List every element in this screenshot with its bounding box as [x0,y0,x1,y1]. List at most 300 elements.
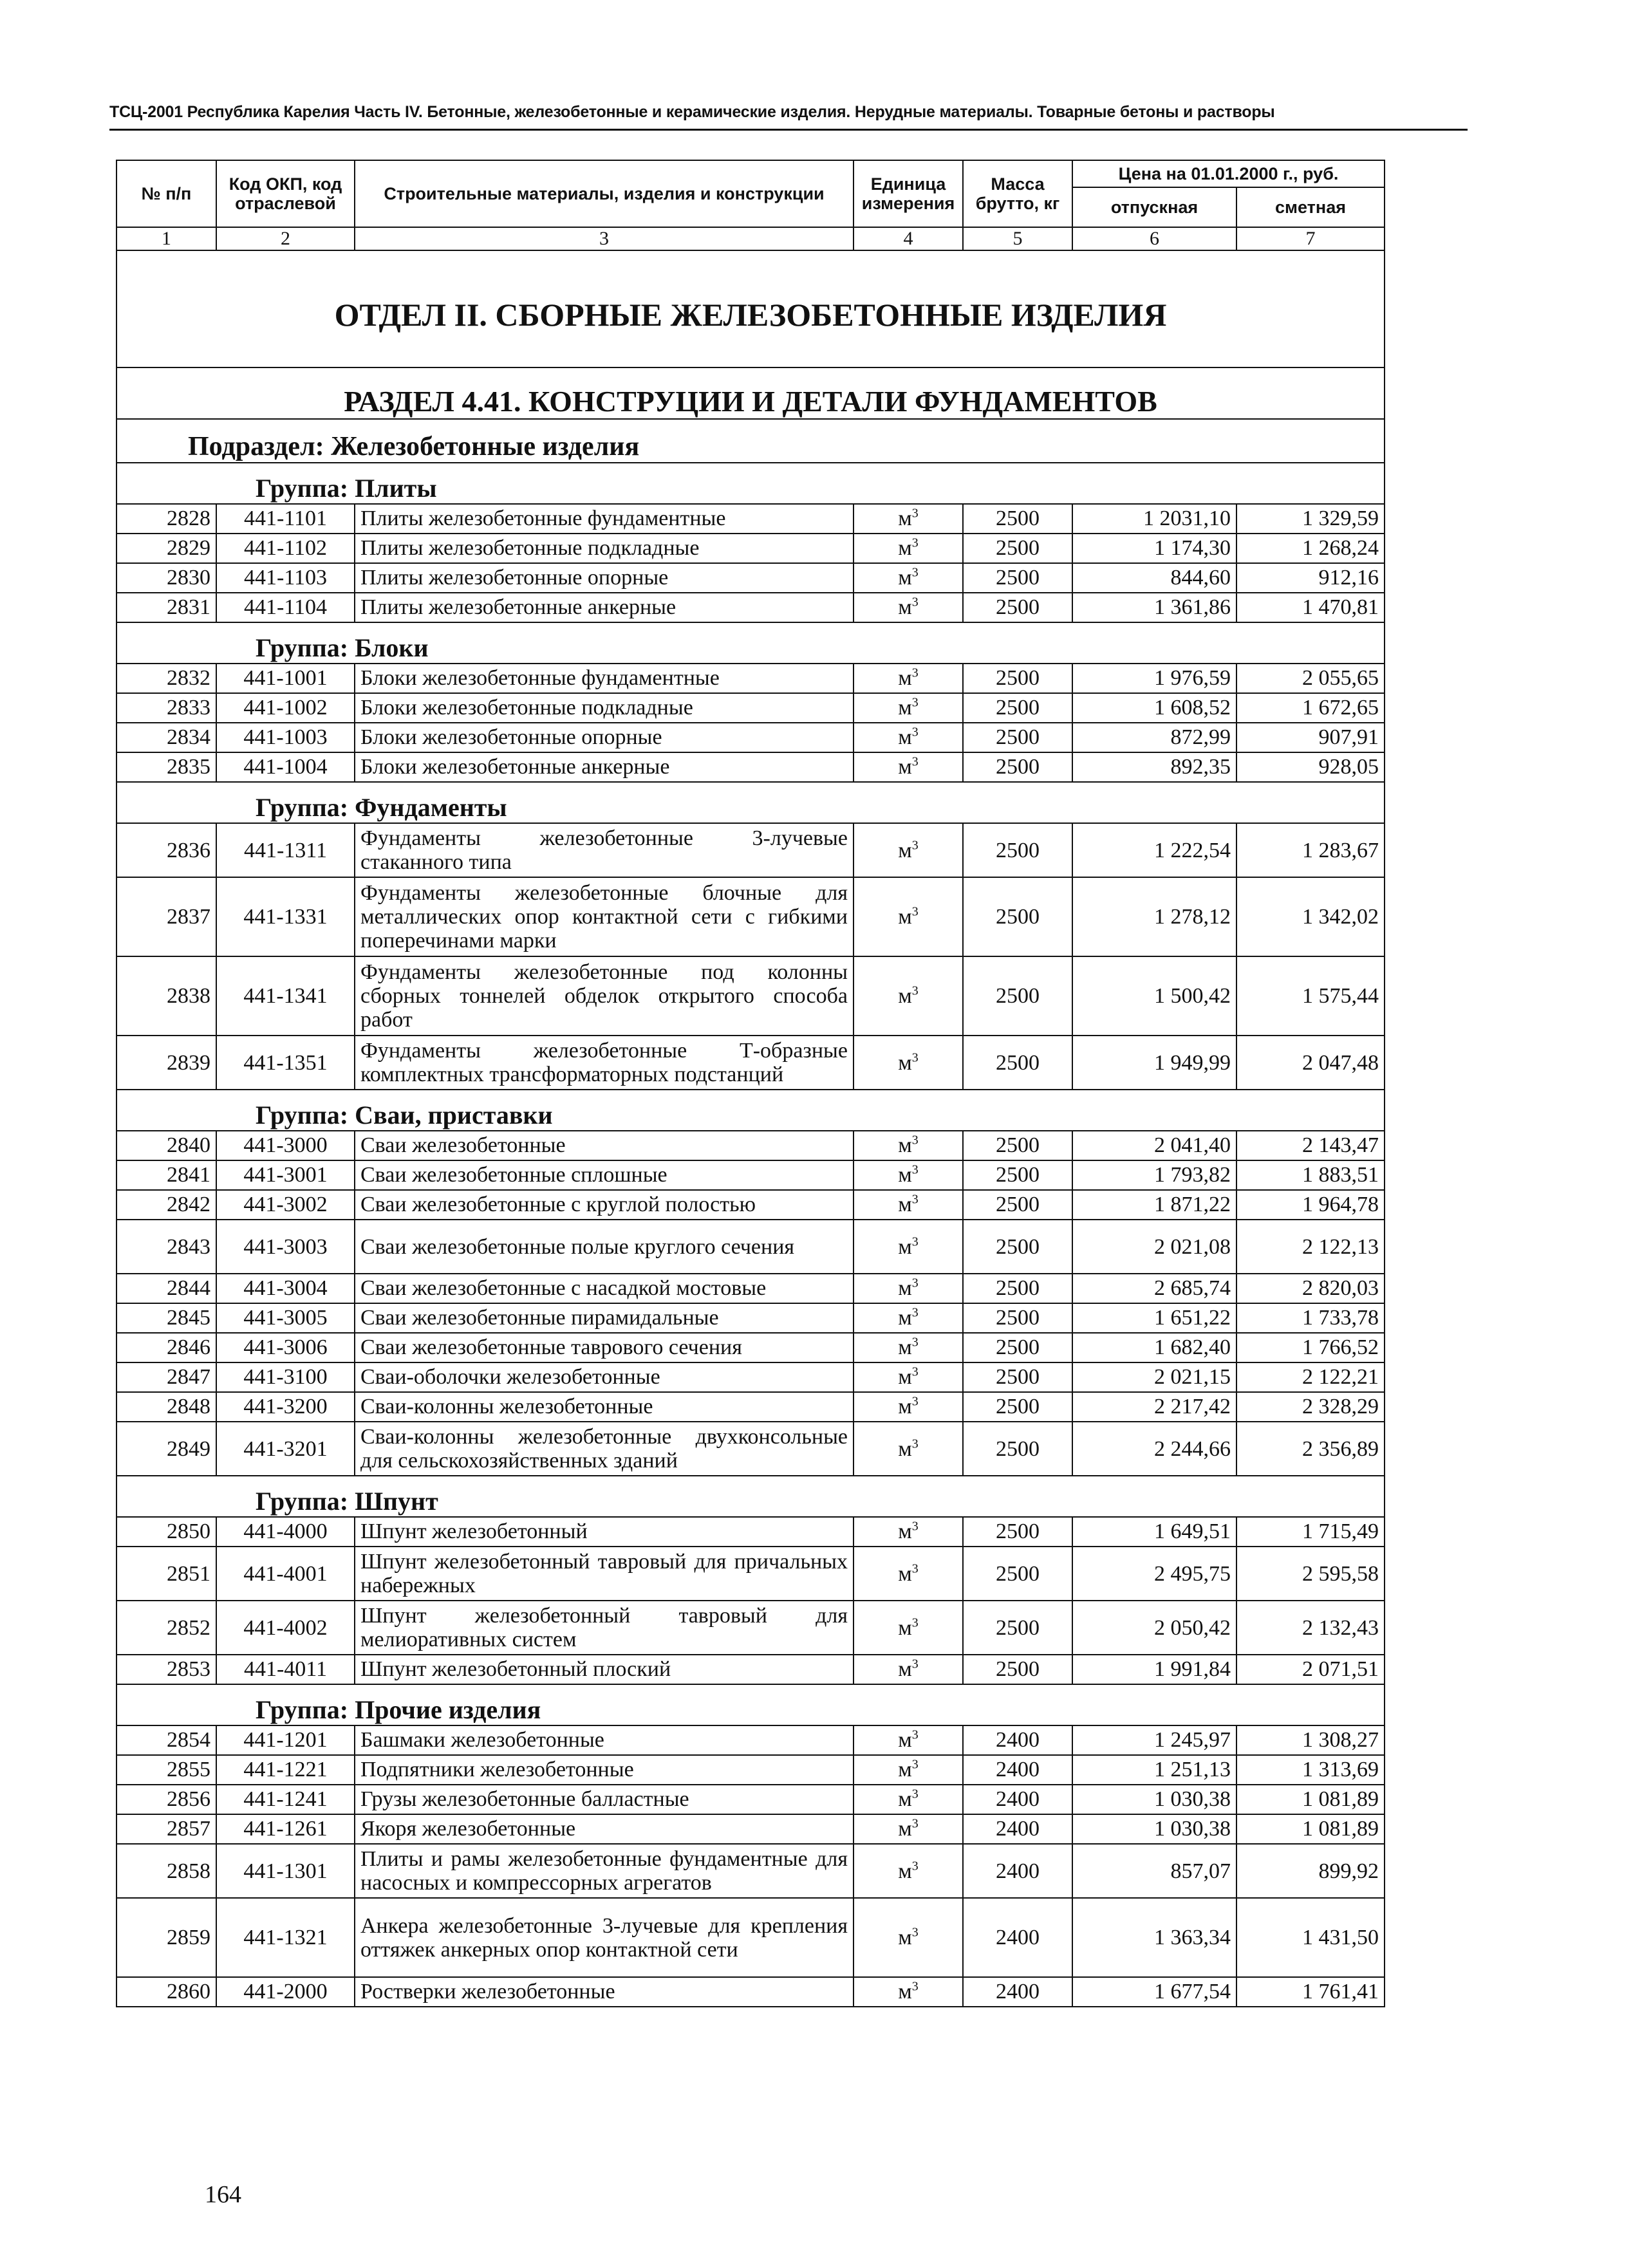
unit-exponent: 3 [911,595,919,609]
cell-code: 441-3001 [216,1160,355,1190]
table-row [117,1977,1385,2007]
cell-price-release: 1 793,82 [1072,1160,1236,1190]
unit-base: м [898,1520,912,1543]
cell-price-estimate: 1 308,27 [1236,1725,1385,1755]
cell-name: Сваи железобетонные с насадкой мостовые [355,1274,854,1303]
cell-mass: 2500 [963,1274,1072,1303]
cell-price-estimate: 912,16 [1236,563,1385,593]
cell-mass: 2500 [963,1392,1072,1422]
unit-exponent: 3 [911,1276,919,1290]
unit-base: м [898,1050,912,1075]
colnum-7: 7 [1236,227,1385,250]
cell-price-estimate: 2 071,51 [1236,1655,1385,1684]
unit-base: м [898,1234,912,1259]
cell-name: Шпунт железобетонный тавровый для мелиоративных систем [355,1601,854,1655]
cell-mass: 2500 [963,1547,1072,1601]
cell-unit [854,693,963,723]
cell-name: Блоки железобетонные опорные [355,723,854,752]
unit-exponent: 3 [911,725,919,739]
cell-price-estimate: 1 431,50 [1236,1898,1385,1977]
cell-name: Блоки железобетонные подкладные [355,693,854,723]
cell-unit [854,1898,963,1977]
cell-code: 441-1321 [216,1898,355,1977]
group-row [117,1684,1385,1725]
cell-mass: 2500 [963,1601,1072,1655]
cell-price-release: 1 608,52 [1072,693,1236,723]
unit-exponent: 3 [911,904,919,919]
col-header-name: Строительные материалы, изделия и конструкции [355,160,854,227]
cell-unit [854,1422,963,1476]
cell-price-release: 1 174,30 [1072,534,1236,563]
cell-code: 441-3000 [216,1131,355,1160]
cell-price-release: 1 245,97 [1072,1725,1236,1755]
unit-base: м [898,1657,912,1681]
table-row [117,1303,1385,1333]
cell-code: 441-3201 [216,1422,355,1476]
section-title: РАЗДЕЛ 4.41. КОНСТРУЦИИ И ДЕТАЛИ ФУНДАМЕНТОВ [117,367,1385,419]
cell-code: 441-3005 [216,1303,355,1333]
cell-name: Ростверки железобетонные [355,1977,854,2007]
table-row [117,823,1385,877]
group-title: Группа: Фундаменты [117,782,1385,823]
cell-price-release: 1 991,84 [1072,1655,1236,1684]
cell-num: 2841 [117,1160,216,1190]
cell-mass: 2400 [963,1725,1072,1755]
cell-price-estimate: 1 733,78 [1236,1303,1385,1333]
cell-num: 2849 [117,1422,216,1476]
cell-num: 2852 [117,1601,216,1655]
cell-num: 2850 [117,1517,216,1547]
table-head [117,160,1385,250]
unit-base: м [898,725,912,749]
cell-price-release: 844,60 [1072,563,1236,593]
unit-exponent: 3 [911,1162,919,1177]
cell-price-release: 2 495,75 [1072,1547,1236,1601]
cell-price-estimate: 1 883,51 [1236,1160,1385,1190]
table-row [117,1190,1385,1220]
unit-exponent: 3 [911,1615,919,1630]
table-row [117,1844,1385,1898]
cell-unit [854,1755,963,1785]
cell-unit [854,563,963,593]
cell-mass: 2400 [963,1785,1072,1814]
cell-code: 441-4001 [216,1547,355,1601]
cell-name: Сваи-колонны железобетонные [355,1392,854,1422]
cell-code: 441-1201 [216,1725,355,1755]
cell-unit [854,1844,963,1898]
table-row [117,1547,1385,1601]
cell-price-release: 1 649,51 [1072,1517,1236,1547]
group-row [117,463,1385,504]
cell-unit [854,664,963,693]
cell-price-estimate: 1 342,02 [1236,877,1385,956]
unit-exponent: 3 [911,506,919,521]
cell-unit [854,1303,963,1333]
unit-exponent: 3 [911,1192,919,1207]
cell-unit [854,1362,963,1392]
cell-code: 441-1104 [216,593,355,622]
unit-exponent: 3 [911,1133,919,1148]
cell-mass: 2500 [963,1422,1072,1476]
table-row [117,1655,1385,1684]
cell-mass: 2500 [963,1517,1072,1547]
table-row [117,1362,1385,1392]
cell-num: 2838 [117,956,216,1036]
cell-code: 441-3003 [216,1220,355,1274]
cell-name: Плиты железобетонные опорные [355,563,854,593]
table-row [117,1036,1385,1090]
unit-base: м [898,1193,912,1216]
unit-base: м [898,1436,912,1461]
cell-price-estimate: 907,91 [1236,723,1385,752]
cell-mass: 2500 [963,1220,1072,1274]
cell-mass: 2500 [963,1036,1072,1090]
cell-unit [854,1977,963,2007]
cell-price-estimate: 2 328,29 [1236,1392,1385,1422]
colnum-4: 4 [854,227,963,250]
cell-mass: 2500 [963,752,1072,782]
cell-code: 441-3002 [216,1190,355,1220]
table-row [117,1814,1385,1844]
colnum-1: 1 [117,227,216,250]
unit-base: м [898,1728,912,1752]
cell-num: 2855 [117,1755,216,1785]
unit-base: м [898,1306,912,1330]
cell-code: 441-1261 [216,1814,355,1844]
cell-num: 2830 [117,563,216,593]
group-row [117,782,1385,823]
cell-price-estimate: 1 470,81 [1236,593,1385,622]
table-row [117,534,1385,563]
cell-code: 441-1341 [216,956,355,1036]
subsection-title: Подраздел: Железобетонные изделия [117,419,1385,463]
cell-code: 441-2000 [216,1977,355,2007]
cell-mass: 2500 [963,593,1072,622]
cell-price-release: 2 041,40 [1072,1131,1236,1160]
cell-price-estimate: 899,92 [1236,1844,1385,1898]
cell-price-estimate: 2 356,89 [1236,1422,1385,1476]
cell-price-estimate: 1 081,89 [1236,1785,1385,1814]
cell-unit [854,956,963,1036]
cell-code: 441-3006 [216,1333,355,1362]
unit-exponent: 3 [911,665,919,680]
unit-exponent: 3 [911,1394,919,1409]
cell-num: 2854 [117,1725,216,1755]
cell-price-release: 872,99 [1072,723,1236,752]
cell-price-estimate: 2 595,58 [1236,1547,1385,1601]
unit-base: м [898,536,912,560]
cell-price-estimate: 2 122,13 [1236,1220,1385,1274]
table-row [117,1898,1385,1977]
unit-exponent: 3 [911,1757,919,1772]
cell-name: Плиты железобетонные фундаментные [355,504,854,534]
cell-name: Шпунт железобетонный тавровый для причальных набережных [355,1547,854,1601]
cell-price-estimate: 928,05 [1236,752,1385,782]
cell-num: 2851 [117,1547,216,1601]
unit-base: м [898,1133,912,1157]
cell-unit [854,1785,963,1814]
cell-unit [854,1547,963,1601]
cell-code: 441-1311 [216,823,355,877]
cell-price-release: 2 217,42 [1072,1392,1236,1422]
table-row [117,723,1385,752]
cell-unit [854,1392,963,1422]
cell-unit [854,534,963,563]
cell-code: 441-1101 [216,504,355,534]
unit-base: м [898,984,912,1008]
cell-price-estimate: 1 715,49 [1236,1517,1385,1547]
cell-num: 2836 [117,823,216,877]
cell-unit [854,1190,963,1220]
unit-base: м [898,507,912,530]
colnum-5: 5 [963,227,1072,250]
cell-name: Фундаменты железобетонные под колонны сборных тоннелей обделок открытого способа работ [355,956,854,1036]
cell-price-estimate: 2 055,65 [1236,664,1385,693]
col-header-unit: Единица измерения [854,160,963,227]
unit-base: м [898,755,912,779]
cell-name: Сваи железобетонные сплошные [355,1160,854,1190]
cell-name: Фундаменты железобетонные Т-образные комплектных трансформаторных подстанций [355,1036,854,1090]
cell-price-release: 1 651,22 [1072,1303,1236,1333]
cell-mass: 2500 [963,1190,1072,1220]
group-title: Группа: Шпунт [117,1476,1385,1517]
cell-num: 2835 [117,752,216,782]
cell-num: 2845 [117,1303,216,1333]
cell-num: 2847 [117,1362,216,1392]
cell-unit [854,1274,963,1303]
cell-mass: 2400 [963,1844,1072,1898]
cell-price-release: 2 244,66 [1072,1422,1236,1476]
cell-mass: 2400 [963,1977,1072,2007]
cell-code: 441-4011 [216,1655,355,1684]
cell-num: 2846 [117,1333,216,1362]
cell-price-release: 1 222,54 [1072,823,1236,877]
table-row [117,956,1385,1036]
cell-mass: 2500 [963,563,1072,593]
cell-price-release: 1 278,12 [1072,877,1236,956]
cell-num: 2831 [117,593,216,622]
table-row [117,1274,1385,1303]
table-row [117,1220,1385,1274]
unit-exponent: 3 [911,1816,919,1831]
unit-base: м [898,1615,912,1640]
cell-num: 2857 [117,1814,216,1844]
cell-unit [854,752,963,782]
unit-exponent: 3 [911,1859,919,1873]
table-body [117,250,1385,2007]
cell-mass: 2500 [963,504,1072,534]
cell-name: Сваи-колонны железобетонные двухконсольные для сельскохозяйственных зданий [355,1422,854,1476]
cell-price-release: 1 682,40 [1072,1333,1236,1362]
cell-num: 2843 [117,1220,216,1274]
cell-price-estimate: 2 132,43 [1236,1601,1385,1655]
cell-unit [854,1517,963,1547]
cell-price-estimate: 1 268,24 [1236,534,1385,563]
unit-base: м [898,666,912,690]
cell-unit [854,504,963,534]
table-row [117,877,1385,956]
cell-num: 2829 [117,534,216,563]
cell-price-release: 1 871,22 [1072,1190,1236,1220]
cell-num: 2859 [117,1898,216,1977]
table-row [117,693,1385,723]
cell-mass: 2500 [963,1303,1072,1333]
table-row [117,1333,1385,1362]
cell-mass: 2500 [963,956,1072,1036]
table-row [117,1601,1385,1655]
cell-price-release: 1 949,99 [1072,1036,1236,1090]
cell-mass: 2500 [963,1160,1072,1190]
unit-exponent: 3 [911,1234,919,1249]
cell-name: Сваи железобетонные [355,1131,854,1160]
cell-price-release: 1 361,86 [1072,593,1236,622]
cell-name: Блоки железобетонные фундаментные [355,664,854,693]
cell-price-release: 1 030,38 [1072,1785,1236,1814]
col-header-mass: Масса брутто, кг [963,160,1072,227]
group-title: Группа: Плиты [117,463,1385,504]
cell-code: 441-1001 [216,664,355,693]
cell-name: Сваи-оболочки железобетонные [355,1362,854,1392]
unit-exponent: 3 [911,983,919,998]
cell-code: 441-1301 [216,1844,355,1898]
unit-base: м [898,1365,912,1389]
unit-base: м [898,1926,912,1949]
cell-mass: 2400 [963,1814,1072,1844]
unit-exponent: 3 [911,1979,919,1994]
subsection-row [117,419,1385,463]
cell-num: 2837 [117,877,216,956]
column-numbers-row [117,227,1385,250]
cell-price-estimate: 2 047,48 [1236,1036,1385,1090]
cell-code: 441-1003 [216,723,355,752]
unit-base: м [898,1817,912,1841]
cell-price-estimate: 1 761,41 [1236,1977,1385,2007]
cell-name: Сваи железобетонные пирамидальные [355,1303,854,1333]
table-row [117,1422,1385,1476]
page-number: 164 [205,2181,241,2208]
colnum-2: 2 [216,227,355,250]
col-header-price: Цена на 01.01.2000 г., руб. [1072,160,1385,187]
cell-unit [854,1814,963,1844]
cell-name: Сваи железобетонные таврового сечения [355,1333,854,1362]
unit-exponent: 3 [911,1787,919,1801]
unit-exponent: 3 [911,565,919,580]
cell-price-estimate: 1 672,65 [1236,693,1385,723]
cell-price-estimate: 1 329,59 [1236,504,1385,534]
unit-base: м [898,1787,912,1811]
cell-num: 2853 [117,1655,216,1684]
cell-unit [854,1160,963,1190]
cell-name: Якоря железобетонные [355,1814,854,1844]
unit-exponent: 3 [911,1657,919,1671]
cell-code: 441-3100 [216,1362,355,1392]
cell-price-release: 1 363,34 [1072,1898,1236,1977]
table-row [117,1755,1385,1785]
unit-exponent: 3 [911,1519,919,1534]
cell-price-release: 892,35 [1072,752,1236,782]
section-row [117,367,1385,419]
col-header-code: Код ОКП, код отраслевой [216,160,355,227]
group-title: Группа: Блоки [117,622,1385,664]
unit-base: м [898,1980,912,2003]
cell-name: Сваи железобетонные полые круглого сечения [355,1220,854,1274]
unit-base: м [898,1276,912,1300]
cell-unit [854,1220,963,1274]
table-row [117,593,1385,622]
cell-unit [854,1131,963,1160]
cell-name: Башмаки железобетонные [355,1725,854,1755]
cell-unit [854,1333,963,1362]
cell-price-estimate: 1 766,52 [1236,1333,1385,1362]
cell-mass: 2500 [963,664,1072,693]
cell-code: 441-1351 [216,1036,355,1090]
cell-code: 441-1002 [216,693,355,723]
department-row [117,250,1385,367]
cell-name: Сваи железобетонные с круглой полостью [355,1190,854,1220]
cell-mass: 2500 [963,877,1072,956]
cell-unit [854,823,963,877]
cell-name: Грузы железобетонные балластные [355,1785,854,1814]
cell-unit [854,593,963,622]
unit-base: м [898,1859,912,1883]
unit-exponent: 3 [911,1727,919,1742]
unit-base: м [898,1561,912,1586]
cell-num: 2848 [117,1392,216,1422]
price-table [116,160,1385,2007]
unit-exponent: 3 [911,535,919,550]
cell-price-release: 857,07 [1072,1844,1236,1898]
cell-num: 2858 [117,1844,216,1898]
cell-name: Анкера железобетонные 3-лучевые для крепления оттяжек анкерных опор контактной сети [355,1898,854,1977]
running-header: ТСЦ-2001 Республика Карелия Часть IV. Бетонные, железобетонные и керамические изделия. Нерудные материалы. Товарные бетоны и растворы [109,103,1275,121]
unit-base: м [898,1163,912,1187]
cell-price-estimate: 1 313,69 [1236,1755,1385,1785]
group-row [117,1090,1385,1131]
cell-mass: 2500 [963,1131,1072,1160]
group-title: Группа: Прочие изделия [117,1684,1385,1725]
cell-mass: 2500 [963,1655,1072,1684]
col-header-num: № п/п [117,160,216,227]
cell-price-release: 1 976,59 [1072,664,1236,693]
group-row [117,622,1385,664]
unit-exponent: 3 [911,1305,919,1320]
cell-code: 441-1004 [216,752,355,782]
table-row [117,664,1385,693]
table-row [117,1785,1385,1814]
unit-base: м [898,905,912,929]
cell-price-release: 2 021,08 [1072,1220,1236,1274]
unit-exponent: 3 [911,838,919,853]
cell-unit [854,1725,963,1755]
unit-exponent: 3 [911,754,919,769]
cell-num: 2842 [117,1190,216,1220]
cell-name: Плиты железобетонные анкерные [355,593,854,622]
cell-code: 441-1221 [216,1755,355,1785]
cell-price-release: 1 251,13 [1072,1755,1236,1785]
cell-name: Фундаменты железобетонные блочные для металлических опор контактной сети с гибкими поперечинами марки [355,877,854,956]
table-row [117,1160,1385,1190]
cell-name: Шпунт железобетонный плоский [355,1655,854,1684]
header-rule [109,129,1468,131]
colnum-3: 3 [355,227,854,250]
cell-name: Подпятники железобетонные [355,1755,854,1785]
cell-mass: 2400 [963,1898,1072,1977]
cell-price-estimate: 2 820,03 [1236,1274,1385,1303]
cell-num: 2832 [117,664,216,693]
cell-unit [854,877,963,956]
unit-base: м [898,1758,912,1781]
cell-price-release: 1 2031,10 [1072,504,1236,534]
